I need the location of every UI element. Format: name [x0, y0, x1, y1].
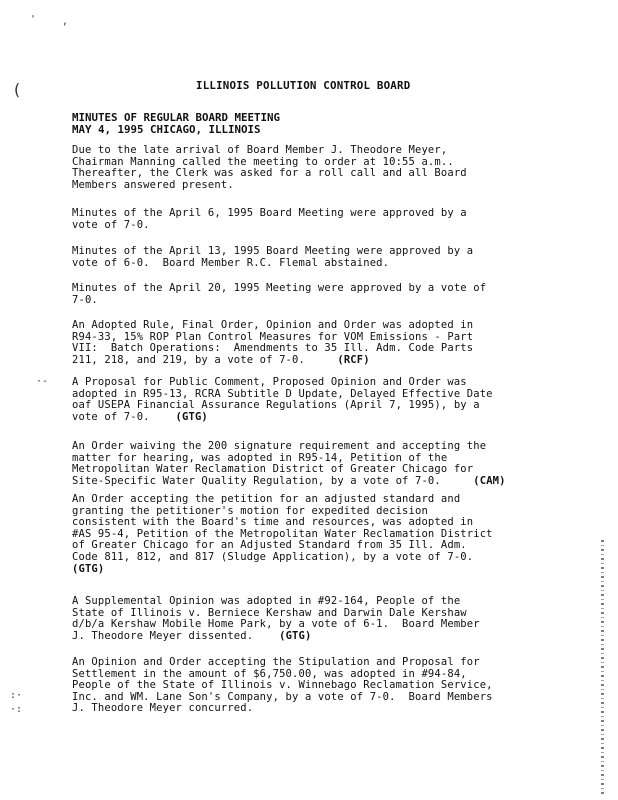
scan-mark: ·- — [36, 376, 49, 387]
minutes-heading-line-1: MINUTES OF REGULAR BOARD MEETING — [72, 111, 281, 124]
initials-tag: (GTG) — [279, 629, 312, 642]
paragraph-8 — [72, 494, 493, 575]
paragraph-text: An Adopted Rule, Final Order, Opinion and Order was adopted in R94-33, 15% ROP Plan Control Measures for VOM Emissions - Part VII: Batch Operations: Amendments to 35 Ill. Adm. Code Parts 211, 218, and 219, by a vote of 7-0. — [72, 319, 474, 366]
paragraph-text: An Order accepting the petition for an adjusted standard and granting the petitioner's motion for expedited decision consistent with the Board's time and resources, was adopted in #AS 95-4, Petition of the Metropolitan Water Reclamation District of Greater Chicago for an Adjusted Standard from 35 Ill. Adm. Code 811, 812, and 817 (Sludge Application), by a vote of 7-0. — [72, 493, 493, 563]
initials-tag: (CAM) — [473, 474, 506, 487]
minutes-heading — [72, 112, 280, 136]
paragraph-text: Due to the late arrival of Board Member J. Theodore Meyer, Chairman Manning called the meeting to order at 10:55 a.m.. Thereafter, the Clerk was asked for a roll call and all Board Members answered present. — [72, 144, 467, 191]
paragraph-text: Minutes of the April 6, 1995 Board Meeting were approved by a vote of 7-0. — [72, 207, 467, 231]
paragraph-10 — [72, 657, 493, 715]
initials-tag: (RCF) — [337, 353, 370, 366]
scan-mark: ( — [12, 80, 22, 99]
paragraph-text: A Supplemental Opinion was adopted in #92-164, People of the State of Illinois v. Berniece Kershaw and Darwin Dale Kershaw d/b/a Kershaw Mobile Home Park, by a vote of 6-1. Board Member J. Theodore Meyer dissented. — [72, 595, 480, 642]
paragraph-text: An Opinion and Order accepting the Stipulation and Proposal for Settlement in the amount of $6,750.00, was adopted in #94-84, People of the State of Illinois v. Winnebago Reclamation Service, Inc. and WM. Lane Son's Company, by a vote of 7-0. Board Members J. Theodore Meyer concurred. — [72, 656, 493, 715]
paragraph-1 — [72, 145, 467, 191]
scan-mark: ·: — [10, 704, 23, 715]
scan-mark: :· — [10, 690, 23, 701]
initials-tag: (GTG) — [72, 562, 105, 575]
scan-edge-artifact — [601, 540, 604, 795]
minutes-heading-line-2: MAY 4, 1995 CHICAGO, ILLINOIS — [72, 123, 261, 136]
paragraph-text: A Proposal for Public Comment, Proposed Opinion and Order was adopted in R95-13, RCRA Subtitle D Update, Delayed Effective Date oaf USEPA Financial Assurance Regulations (April 7, 1995), by a vote of 7-0. — [72, 376, 493, 423]
paragraph-7 — [72, 441, 506, 487]
paragraph-4 — [72, 283, 486, 306]
initials-tag: (GTG) — [175, 410, 208, 423]
paragraph-text: An Order waiving the 200 signature requirement and accepting the matter for hearing, was adopted in R95-14, Petition of the Metropolitan Water Reclamation District of Greater Chicago for Site-Specific Water Quality Regulation, by a vote of 7-0. — [72, 440, 487, 487]
paragraph-9 — [72, 596, 480, 642]
paragraph-5 — [72, 320, 473, 366]
scan-mark: ' — [30, 14, 37, 25]
document-title: ILLINOIS POLLUTION CONTROL BOARD — [196, 79, 411, 92]
paragraph-text: Minutes of the April 13, 1995 Board Meeting were approved by a vote of 6-0. Board Member R.C. Flemal abstained. — [72, 245, 474, 269]
paragraph-6 — [72, 377, 493, 423]
scan-mark: , — [62, 16, 69, 27]
paragraph-2 — [72, 208, 467, 231]
paragraph-3 — [72, 246, 473, 269]
paragraph-text: Minutes of the April 20, 1995 Meeting were approved by a vote of 7-0. — [72, 282, 487, 306]
